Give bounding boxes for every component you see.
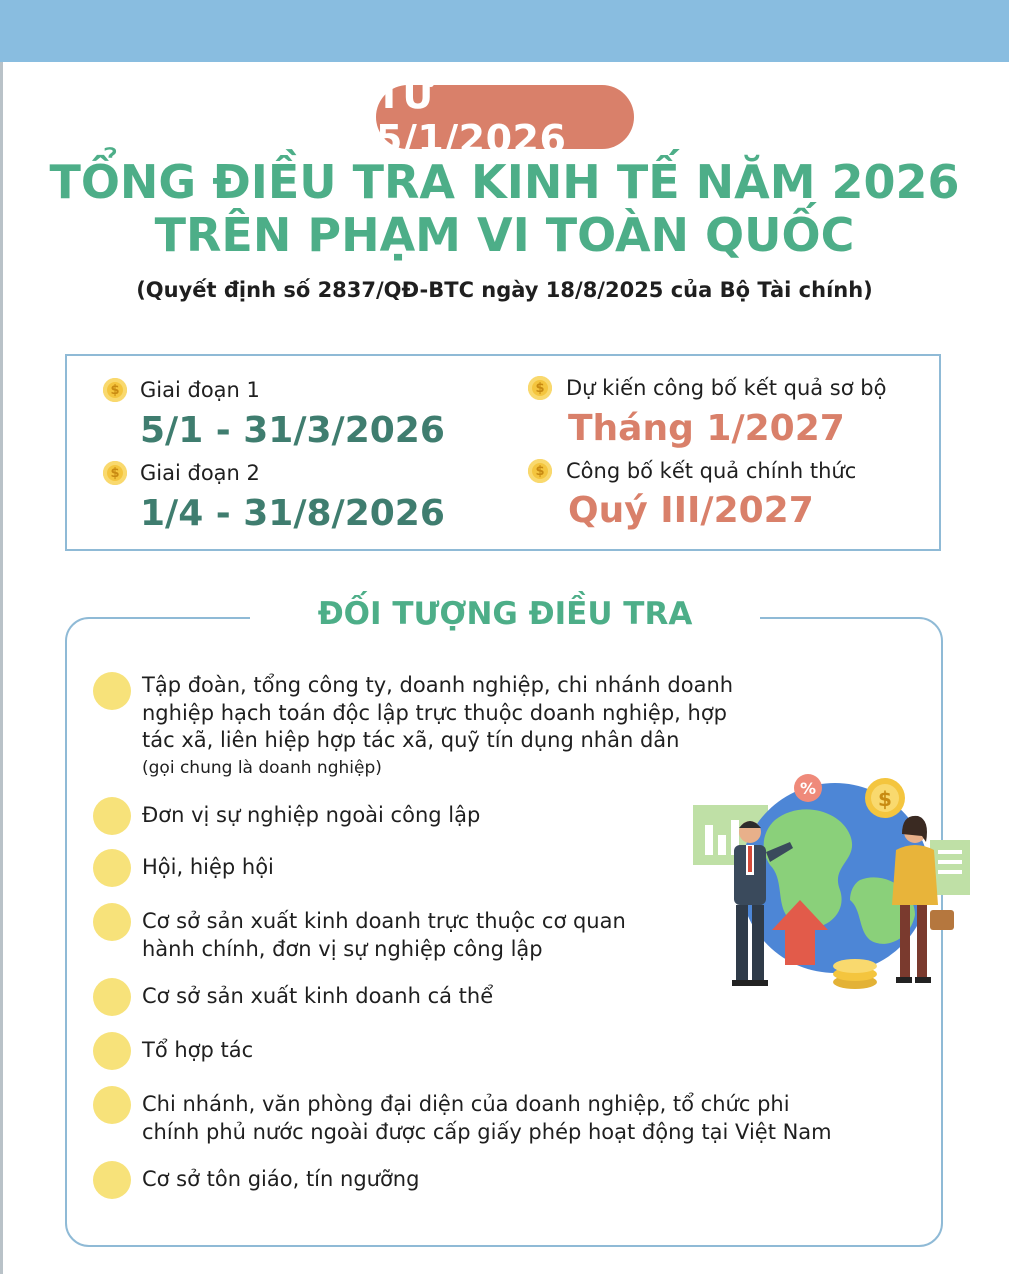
subject-item bbox=[142, 672, 733, 782]
subjects-heading: ĐỐI TƯỢNG ĐIỀU TRA bbox=[250, 591, 760, 637]
coin-symbol: $ bbox=[110, 382, 120, 398]
top-banner bbox=[0, 0, 1009, 62]
phase2-label: Giai đoạn 2 bbox=[140, 461, 260, 485]
phase1-dates: 5/1 - 31/3/2026 bbox=[140, 410, 445, 451]
bullet-dot bbox=[93, 1032, 131, 1070]
coin-symbol: $ bbox=[535, 463, 545, 479]
coin-symbol: $ bbox=[535, 380, 545, 396]
preliminary-results-label: Dự kiến công bố kết quả sơ bộ bbox=[566, 376, 887, 400]
preliminary-results-date: Tháng 1/2027 bbox=[568, 408, 845, 449]
bullet-dot bbox=[93, 1161, 131, 1199]
subject-item bbox=[142, 1091, 832, 1146]
subject-item bbox=[142, 908, 626, 963]
subject-item: Tổ hợp tác bbox=[142, 1038, 254, 1062]
subject-line: hành chính, đơn vị sự nghiệp công lập bbox=[142, 936, 543, 961]
decision-subtitle: (Quyết định số 2837/QĐ-BTC ngày 18/8/2025 của Bộ Tài chính) bbox=[136, 278, 873, 302]
coin-symbol: $ bbox=[110, 465, 120, 481]
subject-item: Đơn vị sự nghiệp ngoài công lập bbox=[142, 803, 481, 827]
bullet-dot bbox=[93, 903, 131, 941]
subject-line: Cơ sở sản xuất kinh doanh trực thuộc cơ quan bbox=[142, 909, 626, 933]
title-line-1: TỔNG ĐIỀU TRA KINH TẾ NĂM 2026 bbox=[49, 155, 960, 209]
dollar-sign: $ bbox=[878, 787, 892, 811]
subject-line: chính phủ nước ngoài được cấp giấy phép hoạt động tại Việt Nam bbox=[142, 1119, 832, 1144]
title-line-2: TRÊN PHẠM VI TOÀN QUỐC bbox=[154, 208, 855, 262]
official-results-label: Công bố kết quả chính thức bbox=[566, 459, 857, 483]
page-title bbox=[20, 156, 989, 262]
percent-sign: % bbox=[799, 779, 817, 798]
subject-item: Hội, hiệp hội bbox=[142, 855, 274, 879]
economy-globe-illustration bbox=[690, 770, 975, 995]
official-results-date: Quý III/2027 bbox=[568, 490, 814, 531]
subject-note: (gọi chung là doanh nghiệp) bbox=[142, 757, 382, 778]
bullet-dot bbox=[93, 978, 131, 1016]
subject-line: Tập đoàn, tổng công ty, doanh nghiệp, chi nhánh doanh bbox=[142, 673, 734, 697]
subject-line: Chi nhánh, văn phòng đại diện của doanh nghiệp, tổ chức phi bbox=[142, 1092, 790, 1116]
coin-icon bbox=[528, 376, 552, 400]
phase1-label: Giai đoạn 1 bbox=[140, 378, 260, 402]
coin-icon bbox=[103, 378, 127, 402]
bullet-dot bbox=[93, 672, 131, 710]
bullet-dot bbox=[93, 1086, 131, 1124]
subject-line: nghiệp hạch toán độc lập trực thuộc doanh nghiệp, hợp bbox=[142, 700, 727, 725]
phase2-dates: 1/4 - 31/8/2026 bbox=[140, 493, 445, 534]
left-edge-line bbox=[0, 62, 3, 1274]
bullet-dot bbox=[93, 849, 131, 887]
subject-item: Cơ sở sản xuất kinh doanh cá thể bbox=[142, 984, 494, 1008]
coin-icon bbox=[528, 459, 552, 483]
date-badge: TỪ 5/1/2026 bbox=[376, 85, 634, 149]
bullet-dot bbox=[93, 797, 131, 835]
subject-item: Cơ sở tôn giáo, tín ngưỡng bbox=[142, 1167, 420, 1191]
subject-line: tác xã, liên hiệp hợp tác xã, quỹ tín dụng nhân dân bbox=[142, 728, 680, 752]
coin-icon bbox=[103, 461, 127, 485]
